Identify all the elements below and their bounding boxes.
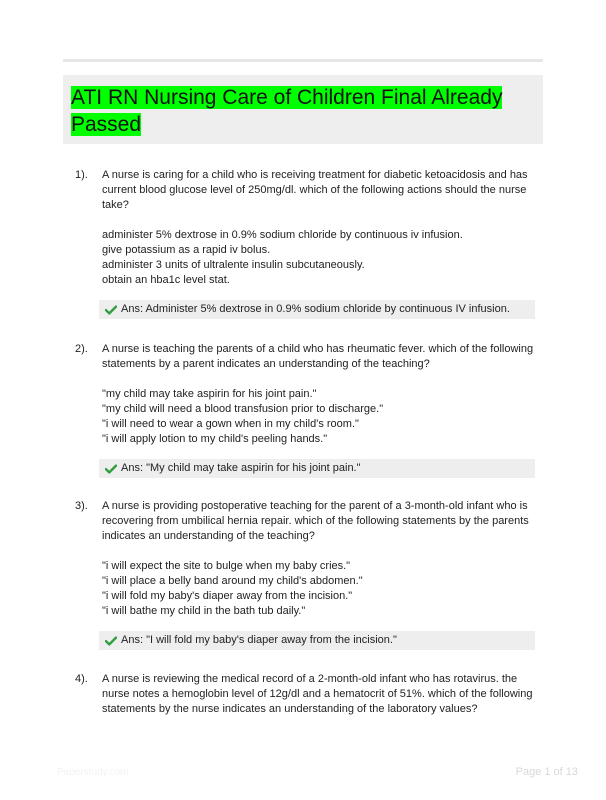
check-icon	[105, 464, 117, 474]
question-stem: A nurse is providing postoperative teaching for the parent of a 3-month-old infant who is recovering from umbilical hernia repair. which of the following statements by the parents indicates an understanding of the teaching?	[102, 500, 529, 542]
option: administer 3 units of ultralente insulin subcutaneously.	[102, 259, 365, 271]
answer-box	[99, 631, 535, 650]
question-3	[75, 499, 545, 650]
question-4	[75, 672, 545, 732]
document-title: ATI RN Nursing Care of Children Final Already Passed	[71, 86, 503, 136]
check-icon	[105, 636, 117, 646]
option: "i will place a belly band around my child's abdomen."	[102, 575, 363, 587]
question-stem: A nurse is reviewing the medical record of a 2-month-old infant who has rotavirus. the nurse notes a hemoglobin level of 12g/dl and a hematocrit of 51%. which of the following statements by the nurse indicates an understanding of the laboratory values?	[102, 673, 533, 715]
answer-box	[99, 300, 535, 319]
question-number: 2).	[75, 343, 88, 355]
option: "i will fold my baby's diaper away from the incision."	[102, 590, 353, 602]
option: "i will expect the site to bulge when my baby cries."	[102, 560, 351, 572]
answer-text: Ans: Administer 5% dextrose in 0.9% sodium chloride by continuous IV infusion.	[121, 303, 510, 315]
option-list	[102, 559, 545, 619]
question-stem: A nurse is teaching the parents of a child who has rheumatic fever. which of the following statements by a parent indicates an understanding of the teaching?	[102, 343, 534, 370]
option: "i will need to wear a gown when in my child's room."	[102, 418, 359, 430]
option: administer 5% dextrose in 0.9% sodium chloride by continuous iv infusion.	[102, 229, 463, 241]
option: "my child may take aspirin for his joint pain."	[102, 388, 317, 400]
option: "my child will need a blood transfusion prior to discharge."	[102, 403, 384, 415]
option-list	[102, 387, 545, 447]
question-number: 4).	[75, 673, 88, 685]
option: obtain an hba1c level stat.	[102, 274, 230, 286]
check-icon	[105, 305, 117, 315]
answer-box	[99, 459, 535, 478]
page-indicator: Page 1 of 13	[515, 766, 578, 778]
title-banner	[63, 75, 543, 144]
answer-text: Ans: "My child may take aspirin for his joint pain."	[121, 462, 361, 474]
question-stem: A nurse is caring for a child who is receiving treatment for diabetic ketoacidosis and has current blood glucose level of 250mg/dl. which of the following actions should the nurse take?	[102, 169, 528, 211]
option: "i will apply lotion to my child's peeling hands."	[102, 433, 328, 445]
option: "i will bathe my child in the bath tub daily."	[102, 605, 306, 617]
top-divider	[63, 59, 543, 62]
question-2	[75, 342, 545, 478]
question-number: 1).	[75, 169, 88, 181]
question-number: 3).	[75, 500, 88, 512]
question-1	[75, 168, 545, 319]
option-list	[102, 228, 545, 288]
answer-text: Ans: "I will fold my baby's diaper away from the incision."	[121, 634, 397, 646]
option: give potassium as a rapid iv bolus.	[102, 244, 271, 256]
footer-site: Paperstudy.com	[57, 767, 129, 778]
